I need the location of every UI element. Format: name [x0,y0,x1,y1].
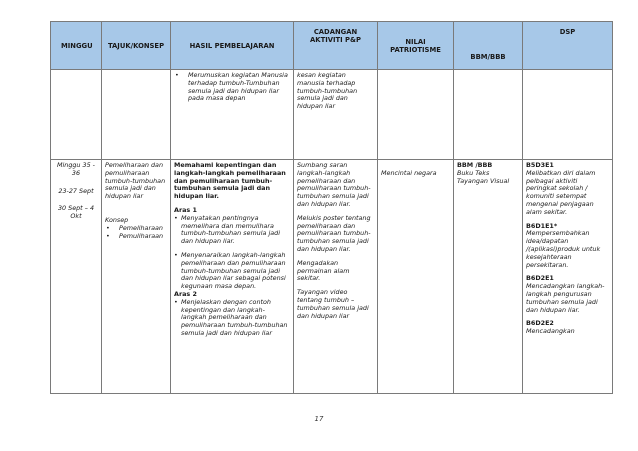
cell-minggu [51,160,102,394]
cell-dsp [523,160,613,394]
cell-tajuk [102,70,171,160]
activity-text: Melukis poster tentang pemeliharaan dan pemuliharaan tumbuh-tumbuhan semula jadi dan hidupan liar. [297,213,371,253]
cell-cadangan [294,160,378,394]
cell-hasil [171,160,294,394]
header-hasil: HASIL PEMBELAJARAN [171,22,294,70]
bbm-title: BBM /BBB [457,161,493,169]
cell-nilai [378,70,454,160]
list-item: • Pemuliharaan [105,233,167,241]
header-dsp: DSP [523,22,613,70]
dsp-text: Mencadangkan [526,327,575,336]
header-tajuk: TAJUK/KONSEP [102,22,171,70]
header-cadangan: CADANGAN AKTIVITI P&P [294,22,378,70]
list-item: • Menjelaskan dengan contoh kepentingan dan langkah-langkah pemeliharaan dan pemuliharaan tumbuh-tumbuhan semula jadi dan hidupan liar [174,299,290,338]
table-row [51,160,613,394]
cell-hasil [171,70,294,160]
header-minggu: MINGGU [51,22,102,70]
activity-text: Sumbang saran langkah-langkah pemeliharaan dan pemuliharaan tumbuh-tumbuhan semula jadi dan hidupan liar. [297,161,371,208]
list-item: • Menyenaraikan langkah-langkah pemeliharaan dan pemuliharaan tumbuh-tumbuhan semula jadi dan hidupan liar sebagai potensi kegunaan masa depan. [174,252,290,291]
dsp-text: Mencadangkan langkah-langkah pengurusan tumbuhan semula jadi dan hidupan liar. [526,282,605,314]
dsp-code: B6D2E2 [526,319,554,328]
list-item: Buku Teks [457,168,490,177]
cell-cadangan: kesan kegiatan manusia terhadap tumbuh-tumbuhan semula jadi dan hidupan liar [294,70,378,160]
cell-bbm [454,160,523,394]
list-item: • Menyatakan pentingnya memelihara dan memulihara tumbuh-tumbuhan semula jadi dan hidupan liar. [174,215,290,246]
learning-outcome-heading: Memahami kepentingan dan langkah-langkah pemeliharaan dan pemuliharaan tumbuh-tumbuhan semula jadi dan hidupan liar. [174,161,286,201]
week-range: Minggu 35 - 36 [56,161,95,177]
date-range: 23-27 Sept [58,186,94,195]
header-row [51,22,613,70]
lesson-plan-table [50,21,613,394]
activity-text: Tayangan video tentang tumbuh – tumbuhan semula jadi dan hidupan liar [297,288,369,320]
activity-text: Mengadakan permainan alam sekitar. [297,258,350,283]
cell-minggu [51,70,102,160]
list-item: Tayangan Visual [457,176,510,185]
cell-nilai [378,160,454,394]
dsp-text: Melibatkan diri dalam pelbagai aktiviti peringkat sekolah / komuniti setempat mengenai penjagaan alam sekitar. [526,168,596,216]
dsp-code: B6D2E1 [526,274,554,283]
topic-text: Pemeliharaan dan pemuliharaan tumbuh-tumbuhan semula jadi dan hidupan liar [105,161,166,201]
list-item: • Merumuskan kegiatan Manusia terhadap tumbuh-Tumbuhan semula jadi dan hidupan liar pada masa depan [174,72,290,103]
date-range: 30 Sept – 4 Okt [57,204,95,221]
cell-tajuk [102,160,171,394]
konsep-label: Konsep [105,215,129,224]
header-bbm: BBM/BBB [454,22,523,70]
cell-bbm [454,70,523,160]
header-nilai: NILAI PATRIOTISME [378,22,454,70]
aras1-label: Aras 1 [174,205,197,214]
cell-dsp [523,70,613,160]
aras2-label: Aras 2 [174,289,197,298]
dsp-code: B6D1E1* [526,221,558,230]
page-number: 17 [314,415,324,423]
list-item: • Pemeliharaan [105,225,167,233]
value-text: Mencintai negara [381,169,437,177]
dsp-text: Mempersembahkan idea/dapatan /(aplikasi)produk untuk kesejahteraan persekitaran. [526,229,601,269]
table-row [51,70,613,160]
dsp-code: B5D3E1 [526,161,554,169]
